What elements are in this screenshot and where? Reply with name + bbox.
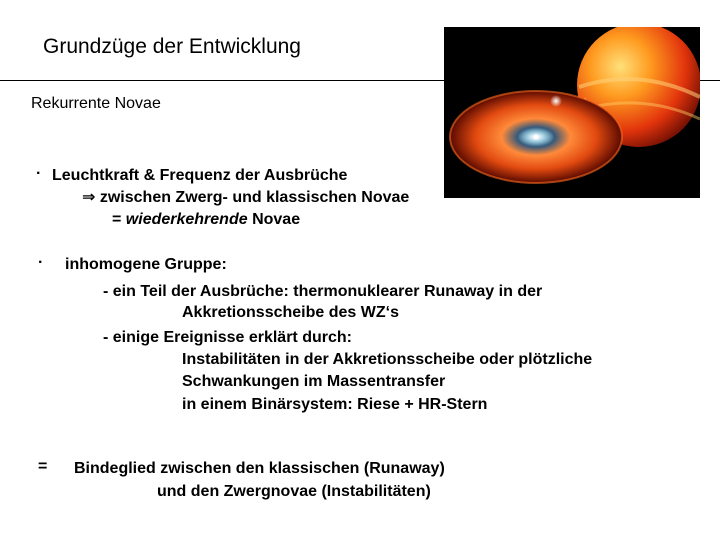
bullet-equals: = [38, 458, 48, 475]
text-wiederkehrende [112, 210, 300, 230]
text-inhomogene-gruppe: inhomogene Gruppe: [65, 256, 227, 273]
text-item2-line3: Schwankungen im Massentransfer [182, 373, 446, 390]
text-item2-line4: in einem Binärsystem: Riese + HR-Stern [182, 396, 488, 413]
slide-subtitle: Rekurrente Novae [31, 95, 161, 112]
text-item2-line2: Instabilitäten in der Akkretionsscheibe oder plötzliche [182, 351, 593, 368]
text-zwischen: ⇒ zwischen Zwerg- und klassischen Novae [82, 189, 410, 206]
bullet-dot: · [36, 165, 42, 182]
text-item1-line1: - ein Teil der Ausbrüche: thermonuklearer Runaway in der [103, 283, 543, 300]
accretion-disk-icon [444, 27, 700, 198]
equals-sign: = [112, 211, 126, 228]
text-bindeglied: Bindeglied zwischen den klassischen (Runaway) [74, 460, 445, 477]
text-item1-line2: Akkretionsscheibe des WZ‘s [182, 304, 399, 321]
slide-title: Grundzüge der Entwicklung [43, 35, 301, 58]
binary-star-illustration [444, 27, 700, 198]
emphasis-wiederkehrende: wiederkehrende [125, 211, 248, 228]
bullet-dot: · [38, 254, 44, 271]
text-leuchtkraft: Leuchtkraft & Frequenz der Ausbrüche [52, 167, 348, 184]
text-zwergnovae: und den Zwergnovae (Instabilitäten) [157, 483, 431, 500]
text-item2-line1: - einige Ereignisse erklärt durch: [103, 329, 352, 346]
text-novae: Novae [247, 211, 301, 228]
